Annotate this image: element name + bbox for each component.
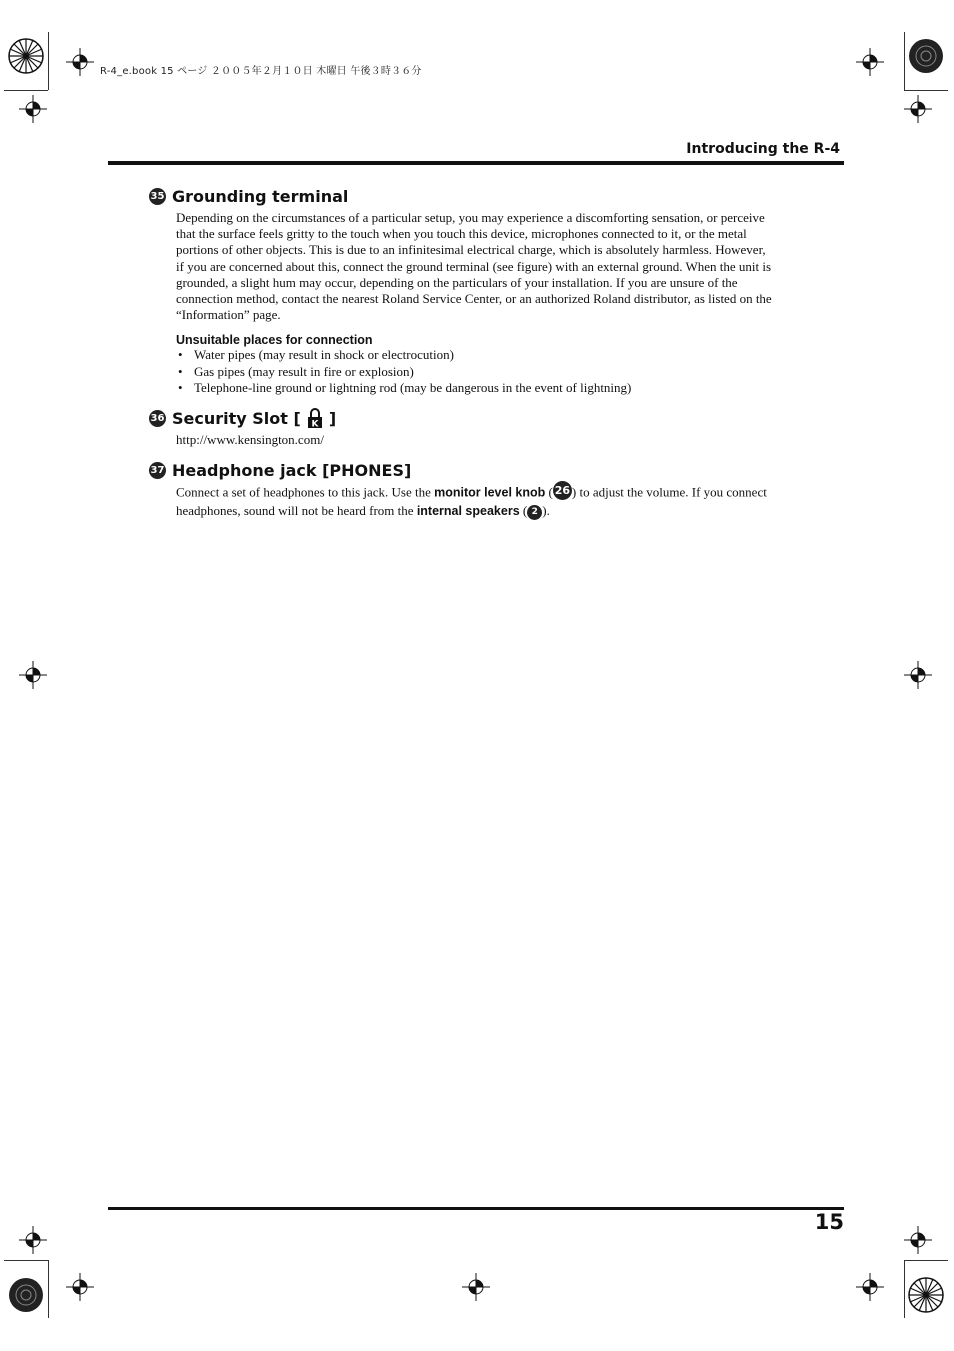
- body-text: ) to adjust the volume. If you connect headphones, sound will not be heard from the: [176, 484, 767, 519]
- section-headphone-jack: [149, 458, 789, 520]
- crosshair-mark: [904, 95, 932, 123]
- crosshair-mark: [856, 1273, 884, 1301]
- crosshair-mark: [19, 95, 47, 123]
- list-item: • Water pipes (may result in shock or electrocution): [176, 347, 789, 363]
- section-number-badge: 37: [149, 462, 166, 479]
- crosshair-mark: [19, 661, 47, 689]
- trim-line: [48, 1260, 49, 1318]
- reference-number-badge: 26: [553, 481, 572, 500]
- section-title-close: ]: [328, 408, 337, 428]
- monitor-level-knob-label: monitor level knob: [434, 485, 546, 500]
- body-text: Connect a set of headphones to this jack. Use the: [176, 484, 435, 500]
- section-heading: [149, 406, 789, 430]
- starburst-mark-bottom-right: [908, 1277, 944, 1313]
- section-number-badge: 35: [149, 188, 166, 205]
- list-item: • Telephone-line ground or lightning rod (may be dangerous in the event of lightning): [176, 380, 789, 396]
- trim-line: [4, 1260, 48, 1261]
- footer-rule: [108, 1207, 844, 1210]
- bullet-list: [176, 347, 789, 396]
- section-body: [176, 484, 776, 520]
- section-title: Security Slot [: [172, 408, 301, 428]
- crosshair-mark: [856, 48, 884, 76]
- crosshair-mark: [462, 1273, 490, 1301]
- section-title: Headphone jack [PHONES]: [172, 460, 412, 480]
- crosshair-mark: [66, 1273, 94, 1301]
- reference-number-badge: 2: [527, 505, 542, 520]
- list-item: • Gas pipes (may result in fire or explosion): [176, 364, 789, 380]
- crosshair-mark: [19, 1226, 47, 1254]
- section-heading: [149, 184, 789, 208]
- page-number: 15: [814, 1210, 844, 1234]
- starburst-mark-top-right: [908, 38, 944, 74]
- running-head: Introducing the R-4: [686, 141, 840, 157]
- body-text: ).: [542, 503, 550, 519]
- crosshair-mark: [904, 1226, 932, 1254]
- trim-line: [4, 90, 48, 91]
- trim-line: [48, 32, 49, 90]
- trim-line: [904, 1260, 948, 1261]
- subheading: Unsuitable places for connection: [176, 333, 373, 348]
- section-grounding-terminal: [149, 184, 789, 396]
- crosshair-mark: [904, 661, 932, 689]
- section-number-badge: 36: [149, 410, 166, 427]
- internal-speakers-label: internal speakers: [416, 504, 520, 519]
- kensington-lock-icon: [307, 408, 323, 428]
- section-heading: [149, 458, 789, 482]
- starburst-mark-top-left: [8, 38, 44, 74]
- kensington-url: http://www.kensington.com/: [176, 432, 324, 448]
- trim-line: [904, 90, 948, 91]
- paren-open: (: [545, 484, 553, 500]
- trim-line: [904, 1260, 905, 1318]
- starburst-mark-bottom-left: [8, 1277, 44, 1313]
- page-content: [149, 184, 789, 530]
- crosshair-mark: [66, 48, 94, 76]
- paren-open: (: [519, 503, 528, 519]
- svg-text:K: K: [311, 419, 319, 429]
- header-rule: [108, 161, 844, 165]
- trim-line: [904, 32, 905, 90]
- section-body: Depending on the circumstances of a particular setup, you may experience a discomforting sensation, or perceive that the surface feels gritty to the touch when you touch this device, microphones connected to it, or the metal portions of other objects. This is due to an infinitesimal electrical charge, which is absolutely harmless. However, if you are concerned about this, connect the ground terminal (see figure) with an external ground. When the unit is grounded, a slight hum may occur, depending on the particulars of your installation. If you are unsure of the connection method, contact the nearest Roland Service Center, or an authorized Roland distributor, as listed on the “Information” page.: [176, 210, 772, 323]
- section-title: Grounding terminal: [172, 186, 349, 206]
- section-security-slot: [149, 406, 789, 448]
- print-slug: R-4_e.book 15 ページ ２００５年２月１０日 木曜日 午後３時３６分: [100, 66, 422, 77]
